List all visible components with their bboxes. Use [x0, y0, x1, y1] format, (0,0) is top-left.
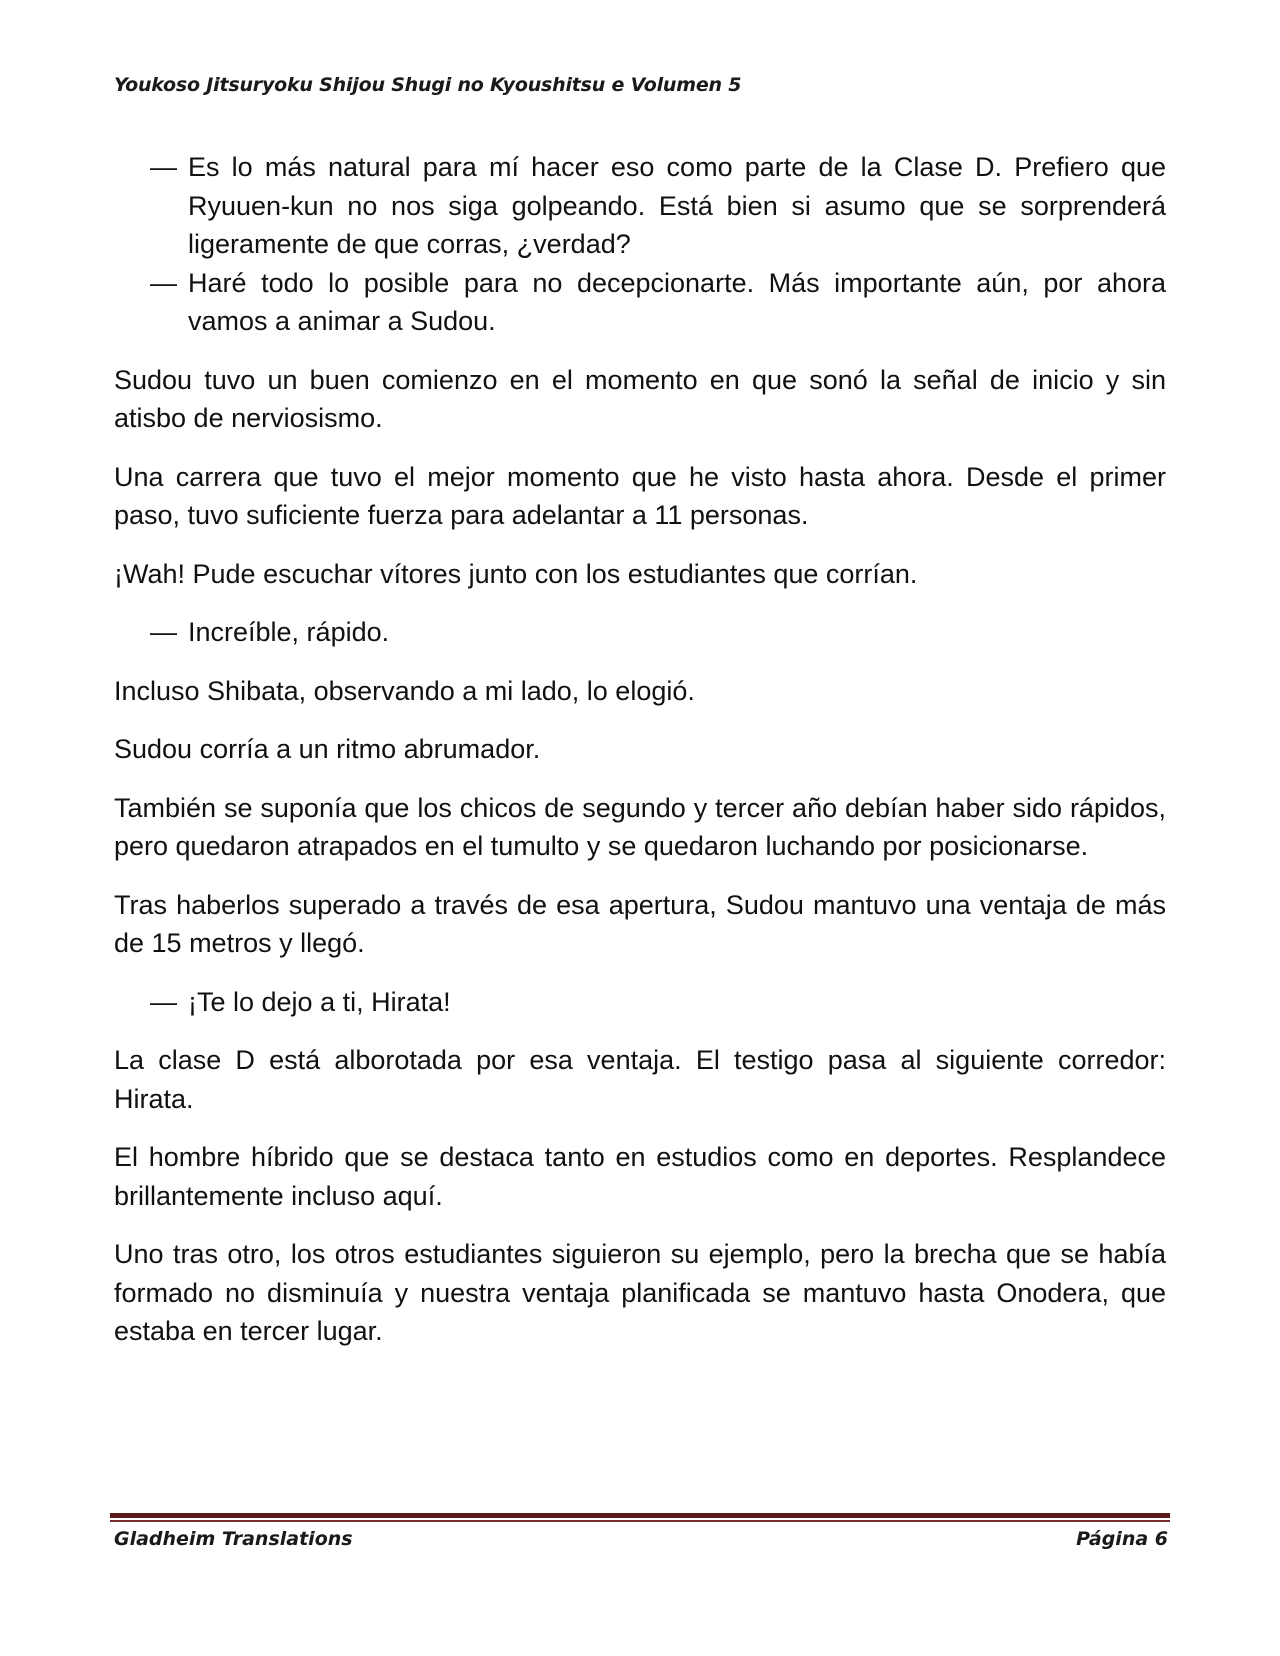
dialogue-block — [114, 983, 1166, 1022]
dialogue-line — [114, 983, 1166, 1022]
em-dash: — — [150, 986, 177, 1017]
page-number: Página 6 — [1076, 1528, 1168, 1550]
em-dash: — — [150, 617, 177, 647]
dialogue-block — [114, 148, 1166, 341]
paragraph: El hombre híbrido que se destaca tanto en estudios como en deportes. Resplandece brillantemente incluso aquí. — [114, 1142, 1166, 1211]
paragraph: Tras haberlos superado a través de esa apertura, Sudou mantuvo una ventaja de más de 15 metros y llegó. — [114, 889, 1166, 958]
paragraph: La clase D está alborotada por esa ventaja. El testigo pasa al siguiente corredor: Hirata. — [114, 1045, 1166, 1114]
dialogue-text: Increíble, rápido. — [188, 617, 390, 647]
paragraph: También se suponía que los chicos de segundo y tercer año debían haber sido rápidos, pero quedaron atrapados en el tumulto y se quedaron luchando por posicionarse. — [114, 792, 1166, 861]
paragraph: Incluso Shibata, observando a mi lado, lo elogió. — [114, 675, 695, 706]
em-dash: — — [150, 267, 177, 298]
footer-divider — [110, 1513, 1170, 1518]
paragraph: Uno tras otro, los otros estudiantes siguieron su ejemplo, pero la brecha que se había formado no disminuía y nuestra ventaja planificada se mantuvo hasta Onodera, que estaba en tercer lugar. — [114, 1239, 1166, 1346]
paragraph: Sudou tuvo un buen comienzo en el momento en que sonó la señal de inicio y sin atisbo de nerviosismo. — [114, 364, 1166, 433]
dialogue-text: ¡Te lo dejo a ti, Hirata! — [188, 986, 451, 1017]
dialogue-text: Haré todo lo posible para no decepcionarte. Más importante aún, por ahora vamos a animar a Sudou. — [188, 267, 1166, 336]
paragraph: ¡Wah! Pude escuchar vítores junto con los estudiantes que corrían. — [114, 558, 918, 589]
dialogue-line — [114, 264, 1166, 341]
paragraph: Sudou corría a un ritmo abrumador. — [114, 734, 541, 764]
dialogue-line — [114, 148, 1166, 264]
dialogue-line — [114, 613, 1166, 652]
footer-credit: Gladheim Translations — [114, 1528, 353, 1550]
running-header: Youkoso Jitsuryoku Shijou Shugi no Kyoushitsu e Volumen 5 — [114, 74, 742, 96]
paragraph: Una carrera que tuvo el mejor momento que he visto hasta ahora. Desde el primer paso, tuvo suficiente fuerza para adelantar a 11 personas. — [114, 461, 1166, 530]
footer-divider-thin — [110, 1520, 1170, 1522]
em-dash: — — [150, 152, 177, 182]
dialogue-text: Es lo más natural para mí hacer eso como parte de la Clase D. Prefiero que Ryuuen-kun no nos siga golpeando. Está bien si asumo que se sorprenderá ligeramente de que corras, ¿verdad? — [188, 152, 1166, 259]
page-body — [114, 148, 1166, 1371]
dialogue-block — [114, 613, 1166, 652]
